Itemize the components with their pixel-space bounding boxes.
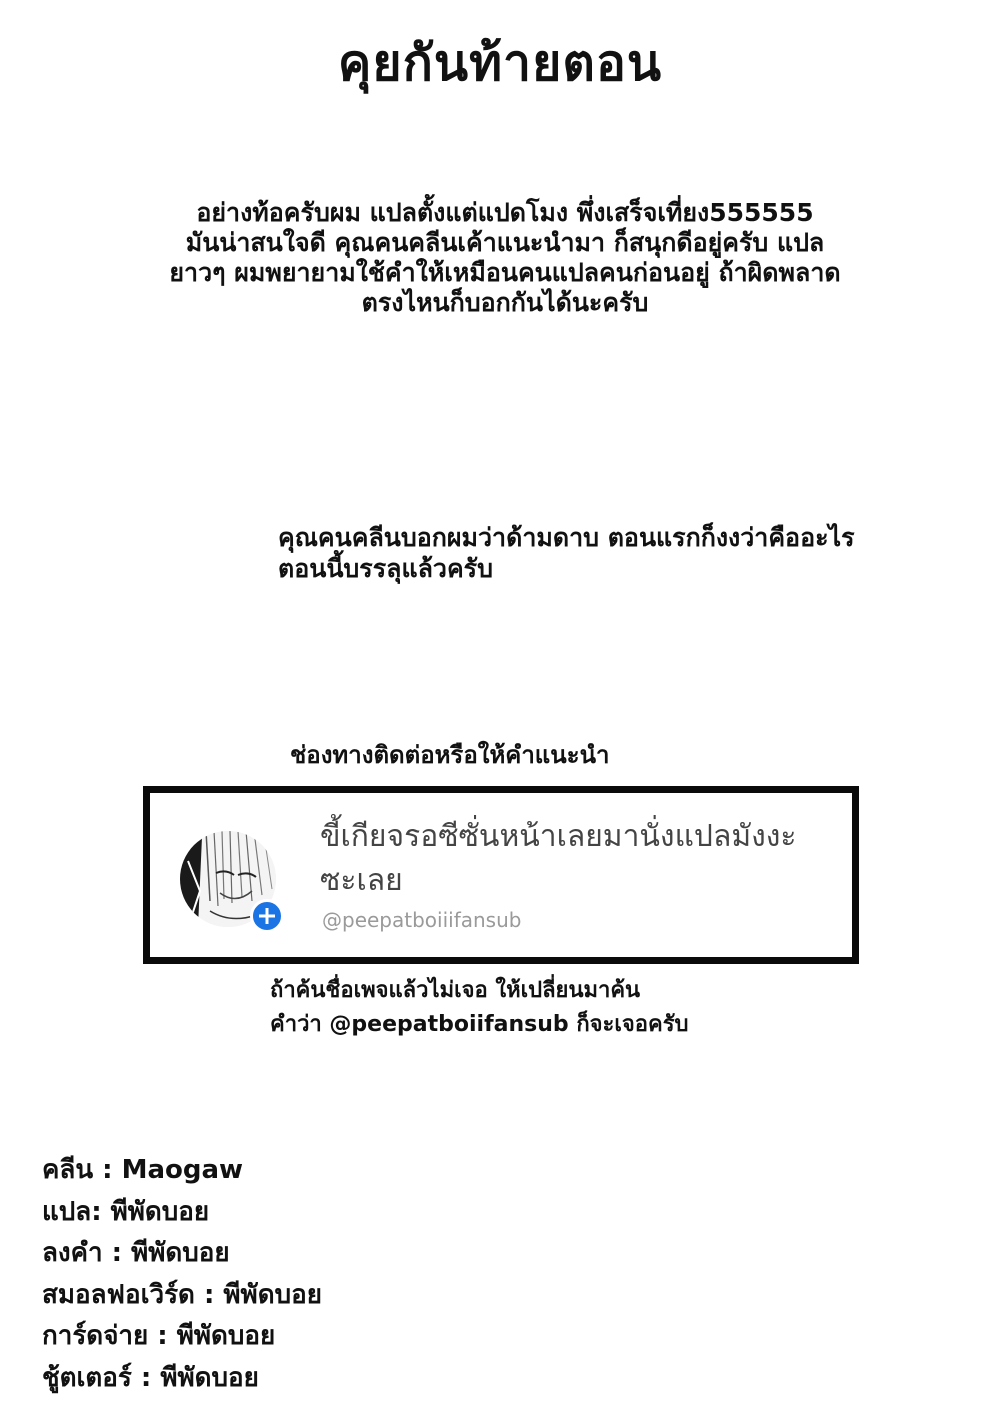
page-name-line: ขี้เกียจรอซีซั่นหน้าเลยมานั่งแปลมังงะ — [320, 819, 797, 854]
translator-note — [278, 522, 978, 584]
credit-item: แปล: พีพัดบอย — [42, 1196, 210, 1227]
search-hint-line: คำว่า @peepatboiifansub ก็จะเจอครับ — [270, 1012, 689, 1037]
facebook-page-card[interactable] — [143, 786, 859, 964]
credit-item: การ์ดจ่าย : พีพัดบอย — [42, 1321, 276, 1351]
note-line: ตอนนี้บรรลุแล้วครับ — [278, 554, 493, 583]
intro-line: ตรงไหนก็บอกกันได้นะครับ — [361, 288, 649, 317]
page-name[interactable] — [320, 815, 840, 903]
page-handle: @peepatboiiifansub — [322, 908, 522, 932]
search-hint-line: ถ้าค้นชื่อเพจแล้วไม่เจอ ให้เปลี่ยนมาค้น — [270, 978, 641, 1003]
intro-paragraph — [100, 198, 910, 318]
intro-line: ยาวๆ ผมพยายามใช้คำให้เหมือนคนแปลคนก่อนอยู่ ถ้าผิดพลาด — [169, 258, 841, 287]
credit-item: ลงคำ : พีพัดบอย — [42, 1238, 230, 1268]
credit-item: สมอลฟอเวิร์ด : พีพัดบอย — [42, 1279, 322, 1310]
credit-item: ชู้ตเตอร์ : พีพัดบอย — [42, 1362, 259, 1393]
page-name-line: ซะเลย — [320, 863, 403, 898]
intro-line: มันน่าสนใจดี คุณคนคลีนเค้าแนะนำมา ก็สนุกดีอยู่ครับ แปล — [185, 228, 825, 257]
credit-item: คลีน : Maogaw — [42, 1155, 244, 1185]
search-hint — [270, 974, 688, 1042]
intro-line: อย่างท้อครับผม แปลตั้งแต่แปดโมง พึ่งเสร็จเที่ยง555555 — [196, 198, 814, 227]
plus-icon[interactable] — [250, 899, 284, 933]
contact-heading: ช่องทางติดต่อหรือให้คำแนะนำ — [290, 741, 610, 769]
note-line: คุณคนคลีนบอกผมว่าด้ามดาบ ตอนแรกก็งงว่าคืออะไร — [278, 523, 855, 552]
page-title: คุยกันท้ายตอน — [337, 34, 663, 92]
credits-list — [42, 1150, 322, 1399]
